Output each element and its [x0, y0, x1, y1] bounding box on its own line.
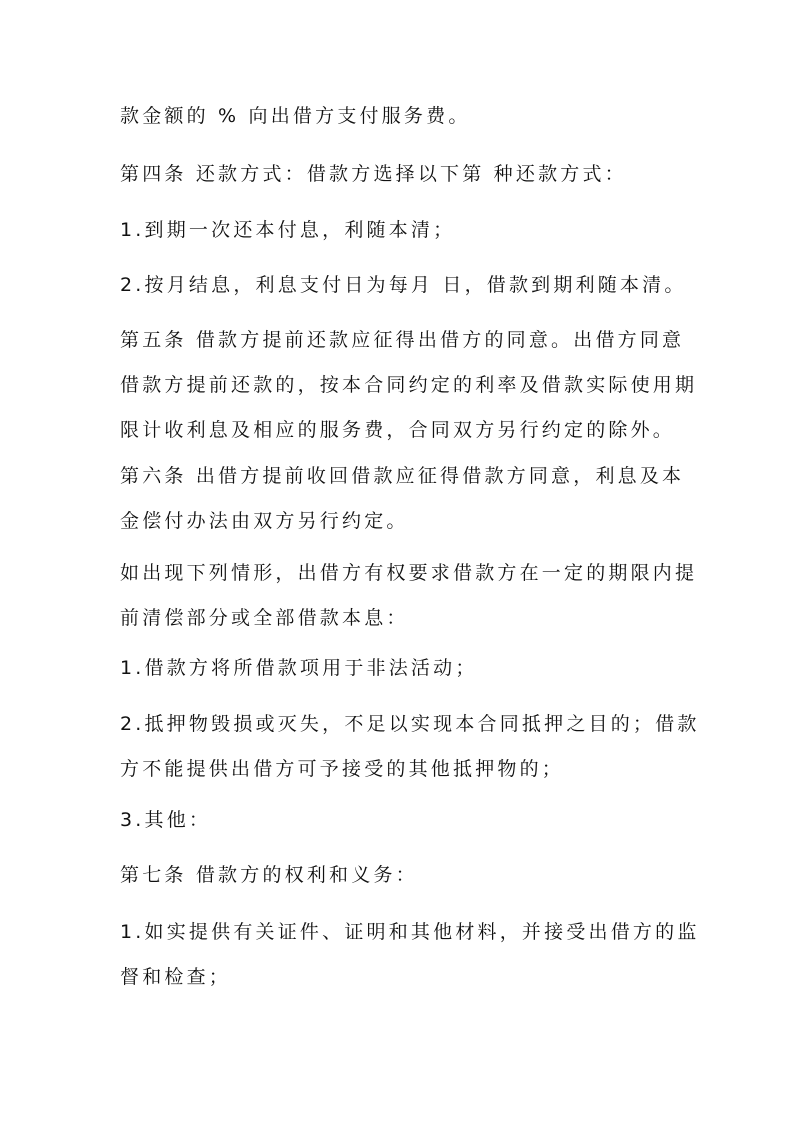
paragraph-condition-3	[120, 802, 680, 838]
text-line: 3.其他：	[120, 809, 212, 831]
text-line: 金偿付办法由双方另行约定。	[120, 510, 409, 532]
text-line: 前清偿部分或全部借款本息：	[120, 607, 409, 629]
text-line: 款金额的 % 向出借方支付服务费。	[120, 105, 471, 127]
paragraph-condition-1	[120, 650, 680, 686]
paragraph-article-5	[120, 322, 698, 448]
text-line: 1.到期一次还本付息，利随本清；	[120, 219, 456, 241]
text-line: 如出现下列情形，出借方有权要求借款方在一定的期限内提	[120, 562, 698, 584]
text-line: 督和检查；	[120, 966, 232, 988]
paragraph-early-repayment-conditions	[120, 555, 698, 636]
paragraph-article-6	[120, 458, 685, 539]
text-line: 限计收利息及相应的服务费，合同双方另行约定的除外。	[120, 419, 676, 441]
text-line: 第六条 出借方提前收回借款应征得借款方同意，利息及本	[120, 465, 685, 487]
paragraph-repayment-option-1	[120, 212, 680, 248]
text-line: 1.借款方将所借款项用于非法活动；	[120, 657, 478, 679]
paragraph-article-4	[120, 156, 680, 192]
paragraph-condition-2	[120, 706, 700, 787]
text-line: 1.如实提供有关证件、证明和其他材料，并接受出借方的监	[120, 921, 700, 943]
text-line: 第七条 借款方的权利和义务：	[120, 864, 418, 886]
text-line: 2.按月结息，利息支付日为每月 日，借款到期利随本清。	[120, 274, 687, 296]
text-line: 方不能提供出借方可予接受的其他抵押物的；	[120, 758, 565, 780]
text-line: 借款方提前还款的，按本合同约定的利率及借款实际使用期	[120, 374, 698, 396]
paragraph-repayment-option-2	[120, 267, 687, 303]
text-line: 第五条 借款方提前还款应征得出借方的同意。出借方同意	[120, 329, 685, 351]
paragraph-borrower-duty-1	[120, 914, 700, 995]
text-line: 第四条 还款方式：借款方选择以下第 种还款方式：	[120, 163, 627, 185]
paragraph-article-7	[120, 857, 680, 893]
paragraph-service-fee	[120, 98, 680, 134]
text-line: 2.抵押物毁损或灭失，不足以实现本合同抵押之目的；借款	[120, 713, 700, 735]
